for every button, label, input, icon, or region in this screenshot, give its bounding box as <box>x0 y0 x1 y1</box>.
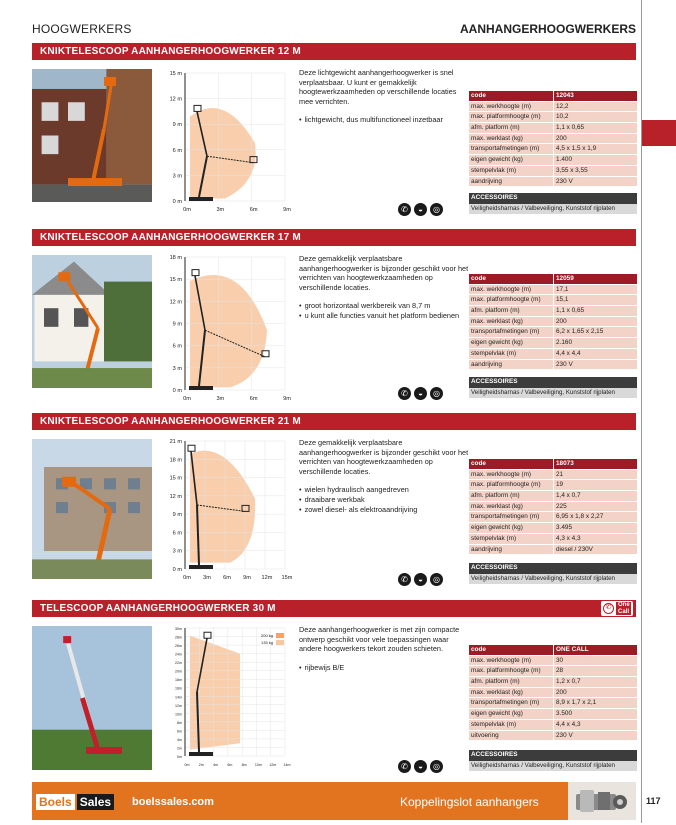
x-tick-label: 9m <box>243 575 251 581</box>
x-tick-label: 3m <box>216 396 225 402</box>
y-tick-label: 12 m <box>169 299 182 306</box>
feature-list <box>299 663 469 673</box>
logo-boels: Boels <box>36 794 75 810</box>
y-tick-label: 9 m <box>172 512 182 519</box>
description-text: Deze gemakkelijk verplaatsbare aanhangerhoogwerker is bijzonder geschikt voor het verrichten van hoogtewerkzaamheden op verschillende locaties. <box>299 438 469 476</box>
feature-list <box>299 485 469 514</box>
website-link[interactable]: boelssales.com <box>132 796 214 808</box>
spec-key: transportafmetingen (m) <box>469 327 553 337</box>
spec-row <box>469 112 637 123</box>
spec-header-row <box>469 645 637 656</box>
x-tick-label: 0m <box>183 207 191 213</box>
accessories-box <box>469 750 637 771</box>
spec-value: 200 <box>553 688 637 698</box>
spec-value: 17,1 <box>553 285 637 295</box>
accessories-box <box>469 563 637 584</box>
icon-row <box>398 387 443 400</box>
spec-table <box>469 274 637 370</box>
spec-row <box>469 698 637 709</box>
spec-value: 1,4 x 0,7 <box>553 491 637 501</box>
product-title-bar <box>32 229 636 246</box>
accessories-header: ACCESSOIRES <box>469 563 637 574</box>
page-number: 117 <box>646 796 661 806</box>
y-tick-label: 22m <box>175 661 182 666</box>
product-section <box>32 229 636 414</box>
spec-table <box>469 459 637 555</box>
y-tick-label: 30m <box>175 627 182 631</box>
y-tick-label: 24m <box>175 652 182 657</box>
y-tick-label: 6 m <box>172 530 182 537</box>
y-tick-label: 20m <box>175 669 182 674</box>
product-code: 18073 <box>553 459 637 469</box>
working-range-diagram <box>159 67 289 217</box>
spec-row <box>469 512 637 523</box>
spec-row <box>469 480 637 491</box>
spec-row <box>469 709 637 720</box>
spec-key: stempelvlak (m) <box>469 349 553 359</box>
spec-value: 3,55 x 3,55 <box>553 166 637 176</box>
spec-value: 225 <box>553 502 637 512</box>
spec-row <box>469 360 637 371</box>
product-title-bar <box>32 43 636 60</box>
y-tick-label: 14m <box>175 695 182 700</box>
y-tick-label: 18 m <box>169 457 182 464</box>
product-title: TELESCOOP AANHANGERHOOGWERKER 30 M <box>40 603 276 614</box>
harness-icon: ◎ <box>430 387 443 400</box>
product-title-bar <box>32 413 636 430</box>
spec-row <box>469 720 637 731</box>
spec-row <box>469 102 637 113</box>
y-tick-label: 10m <box>175 712 182 717</box>
harness-icon: ◎ <box>430 203 443 216</box>
spec-key: transportafmetingen (m) <box>469 698 553 708</box>
x-tick-label: 6m <box>249 396 258 402</box>
product-section <box>32 43 636 228</box>
product-section <box>32 413 636 598</box>
spec-value: 6,95 x 1,8 x 2,27 <box>553 512 637 522</box>
y-tick-label: 6 m <box>172 147 182 154</box>
spec-key: stempelvlak (m) <box>469 166 553 176</box>
product-photo <box>32 439 152 579</box>
spec-row <box>469 502 637 513</box>
spec-key: eigen gewicht (kg) <box>469 709 553 719</box>
spec-key: afm. platform (m) <box>469 306 553 316</box>
spec-table <box>469 645 637 741</box>
feature-item: • zowel diesel- als elektroaandrijving <box>299 505 469 515</box>
spec-value: 15,1 <box>553 295 637 305</box>
feature-item: • wielen hydraulisch aangedreven <box>299 485 469 495</box>
product-code: ONE CALL <box>553 645 637 655</box>
spec-row <box>469 523 637 534</box>
accessories-list: Veiligheidsharnas / Valbeveiliging, Kunststof rijplaten <box>469 204 637 215</box>
y-tick-label: 0m <box>177 755 182 759</box>
spec-value: 3.495 <box>553 523 637 533</box>
x-tick-label: 14m <box>283 763 291 767</box>
y-tick-label: 15 m <box>169 277 182 284</box>
helmet-icon: ◒ <box>414 760 427 773</box>
accessories-box <box>469 377 637 398</box>
y-tick-label: 18m <box>175 678 182 683</box>
spec-row <box>469 656 637 667</box>
phone-icon: ✆ <box>398 203 411 216</box>
product-description <box>299 438 469 514</box>
spec-key: afm. platform (m) <box>469 677 553 687</box>
spec-row <box>469 177 637 188</box>
product-title: KNIKTELESCOOP AANHANGERHOOGWERKER 21 M <box>40 416 301 427</box>
description-text: Deze gemakkelijk verplaatsbare aanhangerhoogwerker is bijzonder geschikt voor het verrichten van hoogtewerkzaamheden op verschillende locaties. <box>299 254 469 292</box>
code-label: code <box>469 459 553 469</box>
spec-value: 1,2 x 0,7 <box>553 677 637 687</box>
y-tick-label: 12 m <box>169 96 182 103</box>
y-tick-label: 6 m <box>172 343 182 350</box>
y-tick-label: 0 m <box>172 567 182 573</box>
hitch-lock-image <box>568 782 636 820</box>
spec-value: 2.160 <box>553 338 637 348</box>
product-title: KNIKTELESCOOP AANHANGERHOOGWERKER 12 M <box>40 46 301 57</box>
y-tick-label: 16m <box>175 686 182 691</box>
harness-icon: ◎ <box>430 760 443 773</box>
spec-key: eigen gewicht (kg) <box>469 338 553 348</box>
x-tick-label: 8m <box>241 763 247 767</box>
logo-sales: Sales <box>77 794 114 810</box>
spec-value: 6,2 x 1,65 x 2,15 <box>553 327 637 337</box>
product-photo <box>32 626 152 770</box>
spec-key: max. werkhoogte (m) <box>469 285 553 295</box>
phone-icon: ✆ <box>603 603 614 614</box>
y-tick-label: 3 m <box>172 173 182 180</box>
y-tick-label: 8m <box>177 720 182 725</box>
helmet-icon: ◒ <box>414 387 427 400</box>
spec-row <box>469 155 637 166</box>
spec-row <box>469 349 637 360</box>
spec-row <box>469 166 637 177</box>
spec-key: stempelvlak (m) <box>469 534 553 544</box>
spec-key: afm. platform (m) <box>469 123 553 133</box>
phone-icon: ✆ <box>398 573 411 586</box>
spec-key: max. werkhoogte (m) <box>469 656 553 666</box>
spec-row <box>469 731 637 742</box>
accessories-list: Veiligheidsharnas / Valbeveiliging, Kunststof rijplaten <box>469 574 637 585</box>
x-tick-label: 9m <box>283 396 291 402</box>
feature-item: • rijbewijs B/E <box>299 663 469 673</box>
accessories-header: ACCESSOIRES <box>469 750 637 761</box>
legend-swatch <box>276 633 284 638</box>
spec-value: 230 V <box>553 731 637 741</box>
x-tick-label: 0m <box>183 396 191 402</box>
spec-value: 28 <box>553 666 637 676</box>
spec-value: 1,1 x 0,65 <box>553 306 637 316</box>
x-tick-label: 0m <box>184 763 190 767</box>
spec-key: max. werklast (kg) <box>469 317 553 327</box>
spec-row <box>469 134 637 145</box>
x-tick-label: 6m <box>227 763 233 767</box>
spec-key: max. platformhoogte (m) <box>469 666 553 676</box>
y-tick-label: 0 m <box>172 199 182 205</box>
y-tick-label: 9 m <box>172 122 182 129</box>
spec-key: aandrijving <box>469 360 553 370</box>
helmet-icon: ◒ <box>414 573 427 586</box>
category-header <box>32 20 636 42</box>
y-tick-label: 26m <box>175 644 182 649</box>
spec-row <box>469 144 637 155</box>
description-text: Deze lichtgewicht aanhangerhoogwerker is snel verplaatsbaar. U kunt er gemakkelijk hoogtewerkzaamheden op verschillende locaties mee verrichten. <box>299 68 457 106</box>
x-tick-label: 10m <box>254 763 262 767</box>
spec-value: 1.400 <box>553 155 637 165</box>
icon-row <box>398 573 443 586</box>
one-call-label: One Call <box>618 602 630 615</box>
spec-row <box>469 491 637 502</box>
product-section <box>32 600 636 785</box>
working-range-diagram <box>159 435 293 585</box>
spec-row <box>469 327 637 338</box>
product-description <box>299 254 469 321</box>
spec-row <box>469 470 637 481</box>
spec-key: uitvoering <box>469 731 553 741</box>
spec-row <box>469 317 637 328</box>
y-tick-label: 3 m <box>172 365 182 372</box>
spec-key: max. werklast (kg) <box>469 502 553 512</box>
product-description <box>299 625 469 672</box>
promo-text: Koppelingslot aanhangers <box>400 795 539 809</box>
x-tick-label: 3m <box>216 207 225 213</box>
y-tick-label: 21 m <box>169 439 182 445</box>
x-tick-label: 6m <box>223 575 231 581</box>
phone-icon: ✆ <box>398 387 411 400</box>
spec-value: 230 V <box>553 177 637 187</box>
y-tick-label: 28m <box>175 635 182 640</box>
spec-row <box>469 666 637 677</box>
spec-value: 4,5 x 1,5 x 1,9 <box>553 144 637 154</box>
spec-value: 19 <box>553 480 637 490</box>
accessories-header: ACCESSOIRES <box>469 377 637 388</box>
legend-entry: 135 kg <box>261 639 284 646</box>
spec-row <box>469 306 637 317</box>
code-label: code <box>469 91 553 101</box>
spec-row <box>469 688 637 699</box>
spec-key: aandrijving <box>469 177 553 187</box>
spec-key: stempelvlak (m) <box>469 720 553 730</box>
spec-row <box>469 123 637 134</box>
spec-row <box>469 295 637 306</box>
y-tick-label: 12 m <box>169 493 182 500</box>
y-tick-label: 12m <box>175 703 182 708</box>
accessories-header: ACCESSOIRES <box>469 193 637 204</box>
spec-value: 3.500 <box>553 709 637 719</box>
spec-key: transportafmetingen (m) <box>469 144 553 154</box>
product-photo <box>32 69 152 202</box>
product-code: 12059 <box>553 274 637 284</box>
spec-key: eigen gewicht (kg) <box>469 155 553 165</box>
footer-banner <box>32 782 636 820</box>
x-tick-label: 4m <box>213 763 219 767</box>
description-text: Deze aanhangerhoogwerker is met zijn compacte ontwerp geschikt voor vele toepassingen waar andere hoogwerkers tekort zouden schieten. <box>299 625 460 654</box>
y-tick-label: 3 m <box>172 548 182 555</box>
spec-row <box>469 285 637 296</box>
code-label: code <box>469 645 553 655</box>
x-tick-label: 6m <box>249 207 258 213</box>
spec-key: max. werkhoogte (m) <box>469 470 553 480</box>
spec-value: 8,9 x 1,7 x 2,1 <box>553 698 637 708</box>
spec-key: max. werklast (kg) <box>469 688 553 698</box>
icon-row <box>398 760 443 773</box>
y-tick-label: 15 m <box>169 475 182 482</box>
y-tick-label: 0 m <box>172 388 182 394</box>
feature-list <box>299 115 469 125</box>
legend-swatch <box>276 640 284 645</box>
spec-value: 4,4 x 4,4 <box>553 349 637 359</box>
product-title-bar <box>32 600 636 617</box>
y-tick-label: 6m <box>177 729 182 734</box>
y-tick-label: 2m <box>177 746 182 751</box>
spec-row <box>469 677 637 688</box>
legend-entry: 200 kg <box>261 632 284 639</box>
spec-value: 4,3 x 4,3 <box>553 534 637 544</box>
category-right: AANHANGERHOOGWERKERS <box>459 22 636 36</box>
spec-header-row <box>469 91 637 102</box>
phone-icon: ✆ <box>398 760 411 773</box>
x-tick-label: 9m <box>283 207 291 213</box>
product-description <box>299 68 469 125</box>
feature-item: • groot horizontaal werkbereik van 8,7 m <box>299 301 469 311</box>
spec-value: 200 <box>553 317 637 327</box>
spec-value: 30 <box>553 656 637 666</box>
spec-table <box>469 91 637 187</box>
spec-value: 21 <box>553 470 637 480</box>
spec-value: 4,4 x 4,3 <box>553 720 637 730</box>
y-tick-label: 15 m <box>169 71 182 77</box>
x-tick-label: 3m <box>203 575 211 581</box>
spec-value: 230 V <box>553 360 637 370</box>
one-call-badge[interactable] <box>601 601 633 616</box>
feature-item: • lichtgewicht, dus multifunctioneel inzetbaar <box>299 115 469 125</box>
y-tick-label: 4m <box>177 737 182 742</box>
product-photo <box>32 255 152 388</box>
spec-row <box>469 338 637 349</box>
product-title: KNIKTELESCOOP AANHANGERHOOGWERKER 17 M <box>40 232 301 243</box>
spec-header-row <box>469 274 637 285</box>
spec-key: max. platformhoogte (m) <box>469 480 553 490</box>
product-code: 12043 <box>553 91 637 101</box>
feature-list <box>299 301 469 320</box>
spec-key: aandrijving <box>469 545 553 555</box>
accessories-box <box>469 193 637 214</box>
spec-key: afm. platform (m) <box>469 491 553 501</box>
accessories-list: Veiligheidsharnas / Valbeveiliging, Kunststof rijplaten <box>469 388 637 399</box>
helmet-icon: ◒ <box>414 203 427 216</box>
spec-key: max. platformhoogte (m) <box>469 112 553 122</box>
category-left: HOOGWERKERS <box>32 22 132 36</box>
x-tick-label: 12m <box>261 575 273 581</box>
spec-row <box>469 545 637 556</box>
section-tab[interactable] <box>642 120 676 146</box>
spec-key: eigen gewicht (kg) <box>469 523 553 533</box>
code-label: code <box>469 274 553 284</box>
x-tick-label: 0m <box>183 575 191 581</box>
x-tick-label: 2m <box>198 763 204 767</box>
y-tick-label: 18 m <box>169 255 182 261</box>
spec-row <box>469 534 637 545</box>
x-tick-label: 12m <box>269 763 277 767</box>
icon-row <box>398 203 443 216</box>
spec-key: max. platformhoogte (m) <box>469 295 553 305</box>
spec-value: 12,2 <box>553 102 637 112</box>
accessories-list: Veiligheidsharnas / Valbeveiliging, Kunststof rijplaten <box>469 761 637 772</box>
feature-item: • u kunt alle functies vanuit het platform bedienen <box>299 311 469 321</box>
x-tick-label: 15m <box>281 575 293 581</box>
load-legend <box>261 632 284 646</box>
spec-value: diesel / 230V <box>553 545 637 555</box>
boels-sales-logo[interactable] <box>36 794 114 810</box>
feature-item: • draaibare werkbak <box>299 495 469 505</box>
spec-header-row <box>469 459 637 470</box>
spec-key: max. werklast (kg) <box>469 134 553 144</box>
spec-value: 1,1 x 0,65 <box>553 123 637 133</box>
harness-icon: ◎ <box>430 573 443 586</box>
spec-value: 200 <box>553 134 637 144</box>
spec-key: transportafmetingen (m) <box>469 512 553 522</box>
spec-value: 10,2 <box>553 112 637 122</box>
working-range-diagram <box>159 251 289 406</box>
y-tick-label: 9 m <box>172 321 182 328</box>
spec-key: max. werkhoogte (m) <box>469 102 553 112</box>
